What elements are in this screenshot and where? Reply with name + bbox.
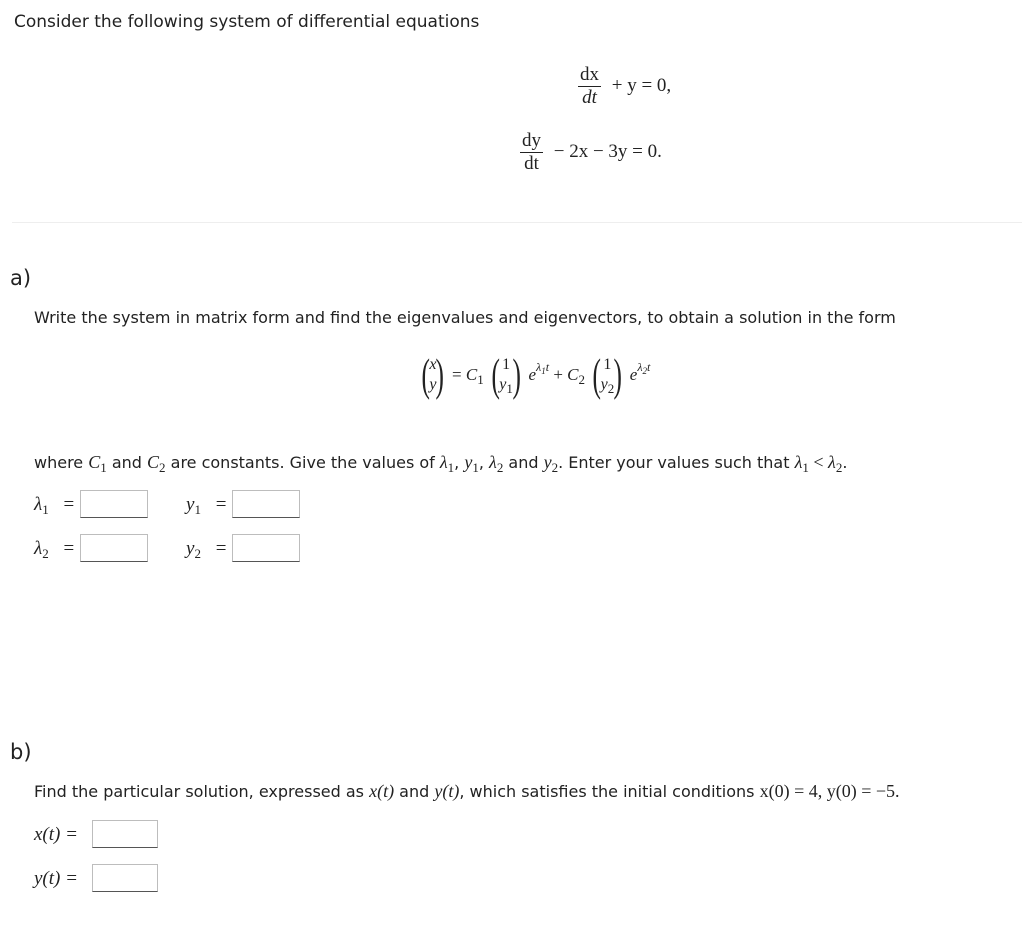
part-b-instruction: Find the particular solution, expressed as x(t) and y(t), which satisfies the initial conditions x(0) = 4, y(0) = −5. — [34, 781, 900, 801]
lambda2-input[interactable] — [80, 534, 148, 562]
equation-2 — [520, 130, 662, 175]
x-t-label: x(t) = — [34, 824, 78, 845]
where-text: where $C_1$ and $C_2$ are constants. Give the values of $\lambda_1$, $y_1$, $\lambda_2$ and $y_2$. Enter your values such that $\lambda_1 < \lambda_2$. — [34, 452, 848, 475]
lhs-vector: x y — [429, 356, 437, 393]
eigenvector-1: 1 $y_1$ — [499, 356, 513, 396]
intro-text: Consider the following system of differential equations — [14, 12, 480, 32]
equation-1-rest: + y = 0, — [611, 75, 672, 97]
dx-dt-fraction: $\frac{dx}{dt}$ — [580, 64, 599, 108]
solution-form-formula: (x $y) = C_1$ ( 1 $y_1$) $e^{\lambda_1t} + C_2$ ( 1 $y_2$) $e^{\lambda_2t}$ — [421, 349, 651, 400]
x-t-input[interactable] — [92, 820, 158, 848]
y2-input[interactable] — [232, 534, 300, 562]
y1-label: $y_1$ = — [186, 494, 227, 517]
dy-dt-fraction: $\frac{dy}{dt}$ — [522, 130, 541, 174]
y1-input[interactable] — [232, 490, 300, 518]
section-divider — [12, 222, 1022, 223]
part-a-instruction: Write the system in matrix form and find the eigenvalues and eigenvectors, to obtain a solution in the form — [34, 308, 896, 327]
part-a-label: a) — [10, 266, 32, 290]
y2-label: $y_2$ = — [186, 538, 227, 561]
part-b-label: b) — [10, 740, 32, 764]
y-t-input[interactable] — [92, 864, 158, 892]
equation-1 — [578, 64, 671, 109]
lambda2-label: $\lambda_2$ = — [34, 538, 75, 561]
y-t-label: y(t) = — [34, 868, 78, 889]
lambda1-label: $\lambda_1$ = — [34, 494, 75, 517]
lambda1-input[interactable] — [80, 490, 148, 518]
equation-2-rest: − 2x − 3y = 0. — [553, 141, 662, 163]
eigenvector-2: 1 $y_2$ — [600, 356, 615, 396]
